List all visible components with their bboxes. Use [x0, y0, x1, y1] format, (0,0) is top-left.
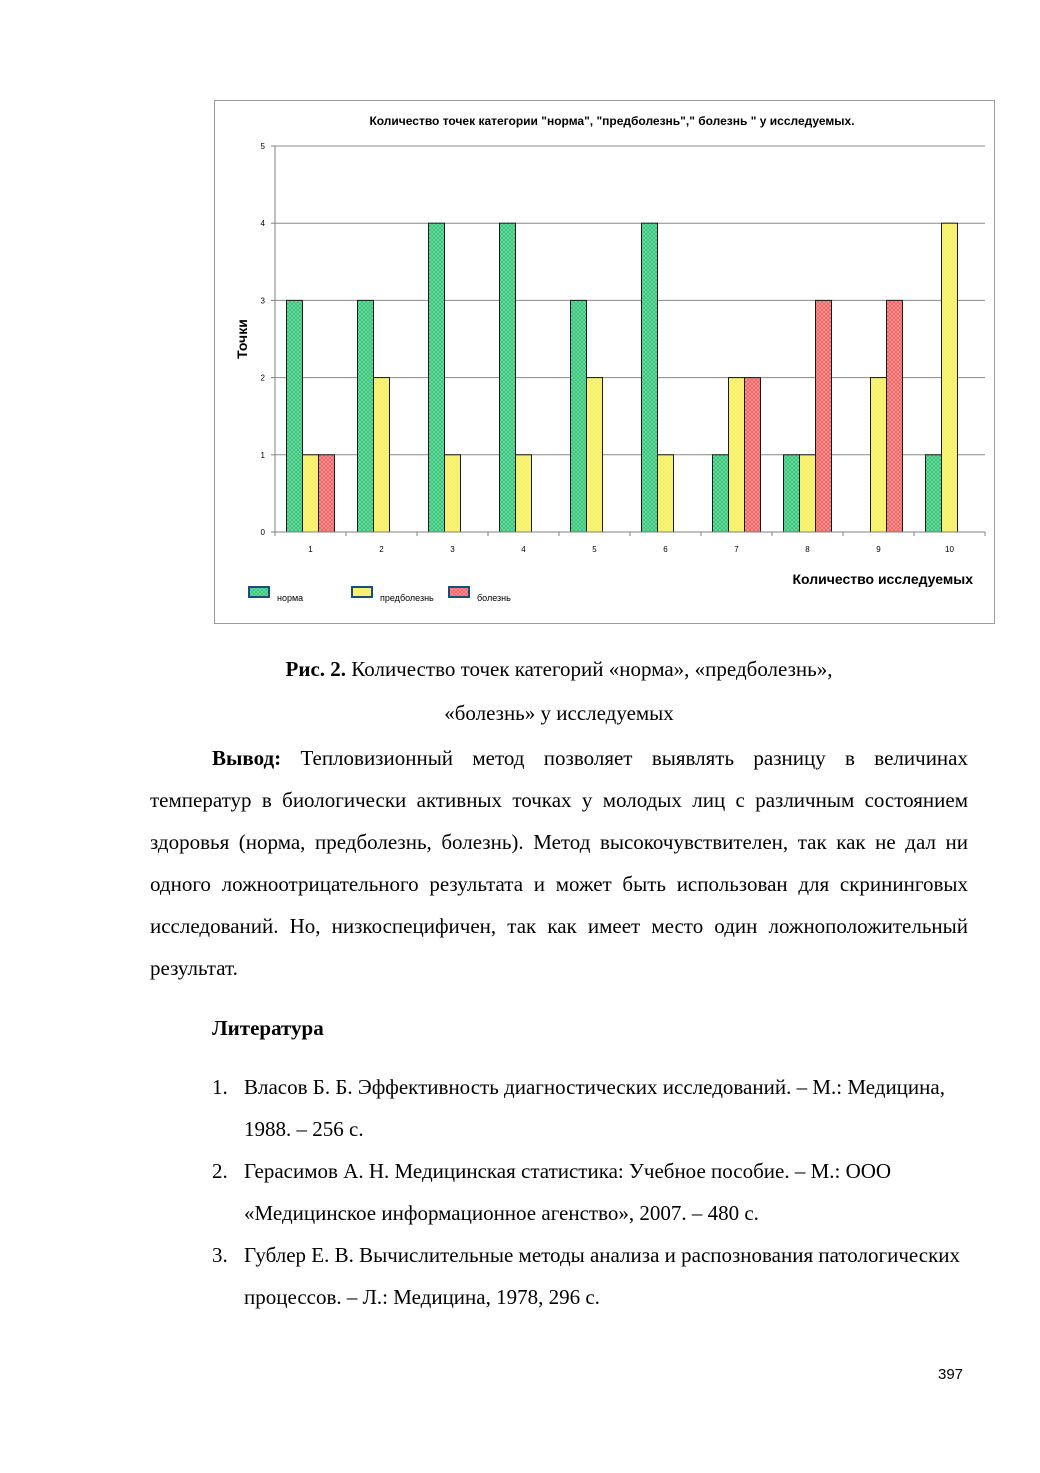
references-list: [212, 1066, 972, 1318]
bar-предболезнь-5: [587, 378, 603, 532]
legend-label: норма: [277, 593, 304, 603]
chart-title: Количество точек категории "норма", "предболезнь"," болезнь " у исследуемых.: [369, 114, 855, 128]
bar-предболезнь-9: [871, 378, 887, 532]
bar-предболезнь-10: [942, 223, 958, 532]
chart-container: [214, 100, 995, 624]
x-tick-label: 7: [734, 545, 739, 554]
bar-предболезнь-1: [303, 455, 319, 532]
y-tick-label: 5: [260, 142, 265, 151]
bar-chart: [215, 101, 994, 623]
bar-норма-6: [642, 223, 658, 532]
bar-болезнь-1: [319, 455, 335, 532]
x-tick-label: 9: [876, 545, 881, 554]
bar-болезнь-7: [745, 378, 761, 532]
bar-предболезнь-3: [445, 455, 461, 532]
bar-норма-2: [358, 300, 374, 532]
bar-болезнь-9: [887, 300, 903, 532]
legend-label: предболезнь: [380, 593, 434, 603]
x-tick-label: 5: [592, 545, 597, 554]
y-axis-label: Точки: [234, 319, 250, 359]
figure-caption-line1: [150, 648, 968, 690]
reference-item: [212, 1234, 972, 1318]
reference-text: Власов Б. Б. Эффективность диагностических исследований. – М.: Медицина, 1988. – 256 с.: [244, 1075, 945, 1141]
y-tick-label: 1: [260, 450, 265, 460]
x-tick-label: 2: [379, 545, 384, 554]
x-tick-label: 6: [663, 545, 668, 554]
legend-label: болезнь: [477, 593, 511, 603]
bar-норма-7: [713, 455, 729, 532]
conclusion-label: Вывод:: [212, 746, 282, 770]
bar-норма-3: [429, 223, 445, 532]
literature-heading: Литература: [212, 1016, 324, 1040]
bar-болезнь-8: [816, 300, 832, 532]
bar-норма-1: [287, 300, 303, 532]
reference-number: 3.: [212, 1243, 228, 1267]
reference-text: Гублер Е. В. Вычислительные методы анализа и распознования патологических процессов. – Л.: Медицина, 1978, 296 с.: [244, 1243, 961, 1309]
x-tick-label: 4: [521, 545, 526, 554]
page-number: 397: [938, 1366, 964, 1383]
legend-swatch: [449, 587, 469, 597]
figure-caption-text: Количество точек категорий «норма», «предболезнь»,: [346, 657, 833, 681]
reference-item: [212, 1066, 972, 1150]
figure-caption-line2: «болезнь» у исследуемых: [444, 701, 674, 725]
y-tick-label: 0: [260, 528, 265, 537]
legend-swatch: [352, 587, 372, 597]
bar-предболезнь-6: [658, 455, 674, 532]
y-tick-label: 2: [260, 373, 265, 383]
x-axis-label: Количество исследуемых: [792, 571, 973, 587]
x-tick-label: 3: [450, 545, 455, 554]
x-tick-label: 1: [308, 545, 313, 554]
bar-норма-5: [571, 300, 587, 532]
reference-number: 1.: [212, 1075, 228, 1099]
figure-label: Рис. 2.: [285, 657, 347, 681]
y-tick-label: 4: [260, 219, 265, 229]
bar-норма-4: [500, 223, 516, 532]
bar-предболезнь-4: [516, 455, 532, 532]
bar-норма-8: [784, 455, 800, 532]
bar-норма-10: [926, 455, 942, 532]
bar-предболезнь-2: [374, 378, 390, 532]
legend: [249, 587, 511, 603]
y-tick-label: 3: [260, 296, 265, 306]
conclusion-paragraph: [150, 737, 968, 989]
reference-item: [212, 1150, 972, 1234]
reference-text: Герасимов А. Н. Медицинская статистика: Учебное пособие. – М.: ООО «Медицинское информационное агенство», 2007. – 480 с.: [244, 1159, 892, 1225]
x-tick-label: 8: [805, 545, 810, 554]
legend-swatch: [249, 587, 269, 597]
x-tick-label: 10: [945, 545, 954, 554]
bar-предболезнь-8: [800, 455, 816, 532]
bar-предболезнь-7: [729, 378, 745, 532]
reference-number: 2.: [212, 1159, 228, 1183]
conclusion-text: Тепловизионный метод позволяет выявлять разницу в величинах температур в биологически активных точках у молодых лиц с различным состоянием здоровья (норма, предболезнь, болезнь). Метод высокочувствителен, так как не дал ни одного ложноотрицательного результата и может быть использован для скрининговых исследований. Но, низкоспецифичен, так как имеет место один ложноположительный результат.: [150, 746, 968, 980]
